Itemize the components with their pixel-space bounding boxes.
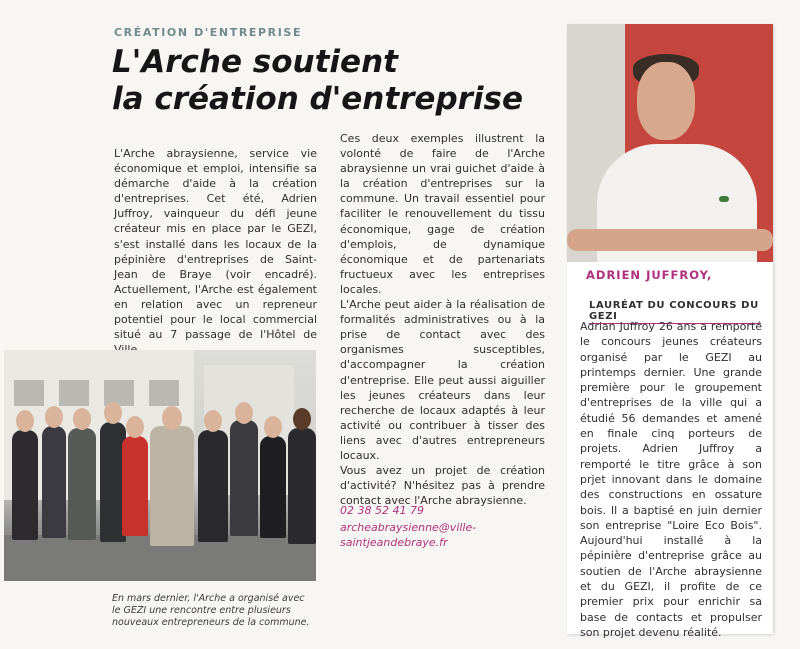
headline (112, 44, 562, 118)
sidebar-subtitle: LAURÉAT DU CONCOURS DU GEZI (589, 300, 761, 324)
group-photo (4, 350, 316, 581)
paragraph: Ces deux exemples illustrent la volonté de faire de l'Arche abraysienne un vrai guichet d'aide à la création d'entreprises sur la commune. Un travail essentiel pour faciliter le renouvellement du tissu économique, gage de création d'emplois, de dynamique économique et de partenariats fructueux avec les entreprises locales. (340, 132, 545, 296)
section-label: CRÉATION D'ENTREPRISE (114, 26, 303, 39)
portrait-photo (567, 24, 773, 262)
headline-line-1: L'Arche soutient (112, 44, 398, 80)
contact-block (340, 503, 545, 552)
paragraph: L'Arche abraysienne, service vie économique et emploi, intensifie sa démarche d'aide à la création d'entreprises. Cet été, Adrien Juffroy, vainqueur du défi jeune créateur mis en place par le GEZI, s'est installé dans les locaux de la pépinière d'entreprises de Saint-Jean de Braye (voir encadré). Actuellement, l'Arche est également en relation avec un repreneur potentiel pour le local commercial situé au 7 passage de l'Hôtel de (114, 147, 317, 342)
article-column-2 (340, 131, 545, 508)
headline-line-2: la création d'entreprise (112, 81, 524, 117)
paragraph: Vous avez un projet de création d'activité? N'hésitez pas à prendre contact avec l'Arche abraysienne. (340, 464, 545, 508)
photo-caption: En mars dernier, l'Arche a organisé avec le GEZI une rencontre entre plusieurs nouveaux entrepreneurs de la commune. (112, 593, 310, 628)
sidebar-text: Adrian Juffroy 26 ans a remporté le concours jeunes créateurs organisé par le GEZI au printemps dernier. Une grande première pour le groupement d'entreprises de la ville qui a étudié 56 demandes et amené en finale cinq porteurs de projets. Adrien Juffroy a remporté le titre grâce à son prjet innovant dans le domaine des constructions en ossature bois. Il a baptisé en juin dernier son entreprise "Loire Eco Bois". Aujourd'hui installé à la pépinière d'entreprise grâce au soutien de l'Arche abraysienne et du GEZI, il profite de ce premier prix pour enrichir sa base de contacts et propulser son projet devenu réalité. (580, 320, 762, 639)
paragraph: L'Arche peut aider à la réalisation de formalités administratives ou à la prise de contact avec des organismes susceptibles, d'accompagner la création d'entreprise. Elle peut aussi aiguiller les jeunes créateurs dans leur recherche de locaux adaptés à leur activité ou contribuer à tisser des liens avec d'autres entrepreneurs locaux. (340, 298, 545, 462)
contact-email[interactable]: archeabraysienne@ville-saintjeandebraye.fr (340, 521, 477, 549)
article-column-1 (114, 146, 317, 357)
contact-phone[interactable]: 02 38 52 41 79 (340, 504, 424, 517)
sidebar-name: ADRIEN JUFFROY, (586, 268, 713, 282)
